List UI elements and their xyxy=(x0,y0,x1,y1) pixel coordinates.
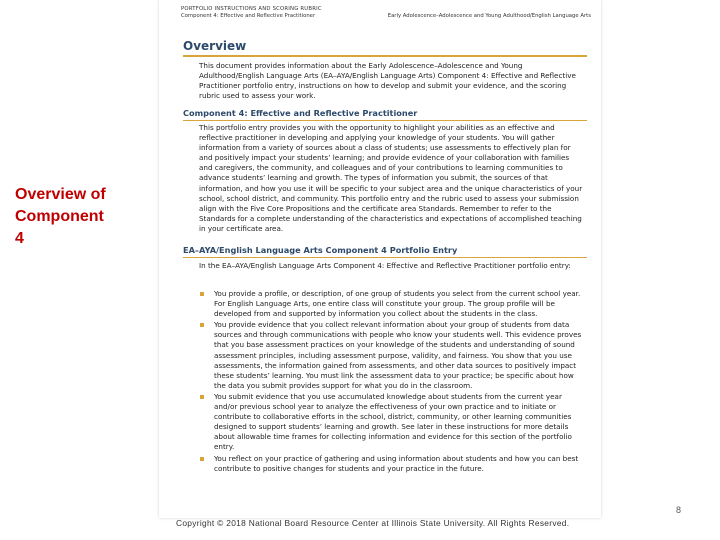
document-page-image xyxy=(159,0,601,518)
bullet-square-icon xyxy=(200,292,204,296)
slide-title-line: Component xyxy=(15,208,104,225)
heading-divider xyxy=(183,55,587,57)
list-item xyxy=(199,320,583,391)
document-running-header xyxy=(181,6,591,20)
bullet-square-icon xyxy=(200,323,204,327)
list-item-text: You provide evidence that you collect relevant information about your group of students from data sources and through communications with people who know your students well. This evidence proves that you base assessment practices on your knowledge of the students and understanding of sound assessment principles, including assessment purpose, validity, and fairness. You show that you use assessments, the information gained from assessments, and other data sources to positively impact these students’ learning. You must link the assessment data to your practice; be specific about how the data you submit provides support for what you do in the classroom. xyxy=(214,320,582,390)
slide-title-line: 4 xyxy=(15,230,24,247)
portfolio-entry-list xyxy=(199,289,583,474)
page-number: 8 xyxy=(676,505,682,515)
section-paragraph: This portfolio entry provides you with the opportunity to highlight your abilities as an effective and reflective practitioner in developing and applying your knowledge of your students. You will gather information from a variety of sources about a class of students; use assessments to effectively plan for and positively impact your students’ learning; and provide evidence of your collaboration with families and caregivers, the community, and colleagues and of your contributions to learning communities to advance students’ learning and growth. The types of information you submit, the sources of that information, and how you use it will be specific to your subject area and the unique characteristics of your school, school district, and community. This portfolio entry and the rubric used to assess your submission align with the Five Core Propositions and the certificate area Standards. Remember to refer to the Standards for a complete understanding of the characteristics and expectations of accomplished teaching in your certificate area. xyxy=(199,123,583,233)
list-item-text: You reflect on your practice of gathering and using information about students and how you can best contribute to positive changes for students and your practice in the future. xyxy=(214,453,579,473)
slide-title-line: Overview of xyxy=(15,186,106,203)
section-heading: EA–AYA/English Language Arts Component 4 Portfolio Entry xyxy=(183,245,458,255)
document-header-component: Component 4: Effective and Reflective Practitioner xyxy=(181,13,316,19)
bullet-square-icon xyxy=(200,457,204,461)
list-item xyxy=(199,454,583,474)
document-header-certificate: Early Adolescence–Adolescence and Young Adulthood/English Language Arts xyxy=(387,13,591,19)
list-item xyxy=(199,392,583,453)
document-heading: Overview xyxy=(183,39,247,53)
list-item xyxy=(199,289,583,319)
bullet-square-icon xyxy=(200,395,204,399)
section-divider xyxy=(183,120,587,121)
section-heading: Component 4: Effective and Reflective Practitioner xyxy=(183,108,418,118)
section-intro-paragraph: In the EA–AYA/English Language Arts Component 4: Effective and Reflective Practitioner portfolio entry: xyxy=(199,261,571,270)
list-item-text: You submit evidence that you use accumulated knowledge about students from the current year and/or previous school year to analyze the effectiveness of your own practice and to initiate or contribute to collaborative efforts in the school, district, community, or other learning communities designed to support students’ learning and growth. See later in these instructions for more details about allowable time frames for collecting information and evidence for this section of the portfolio entry. xyxy=(214,391,572,452)
section-divider xyxy=(183,257,587,258)
document-header-title: PORTFOLIO INSTRUCTIONS AND SCORING RUBRIC xyxy=(181,6,322,12)
list-item-text: You provide a profile, or description, of one group of students you select from the current school year. For English Language Arts, one entire class will constitute your group. The group profile will be developed from and supported by information you collect about the students in the class. xyxy=(214,289,581,319)
slide-title xyxy=(15,184,155,250)
copyright-footer: Copyright © 2018 National Board Resource Center at Illinois State University. All Rights Reserved. xyxy=(176,518,570,528)
intro-paragraph: This document provides information about the Early Adolescence–Adolescence and Young Adulthood/English Language Arts (EA–AYA/English Language Arts) Component 4: Effective and Reflective Practitioner portfolio entry, instructions on how to develop and submit your evidence, and the scoring rubric used to assess your work. xyxy=(199,61,576,101)
